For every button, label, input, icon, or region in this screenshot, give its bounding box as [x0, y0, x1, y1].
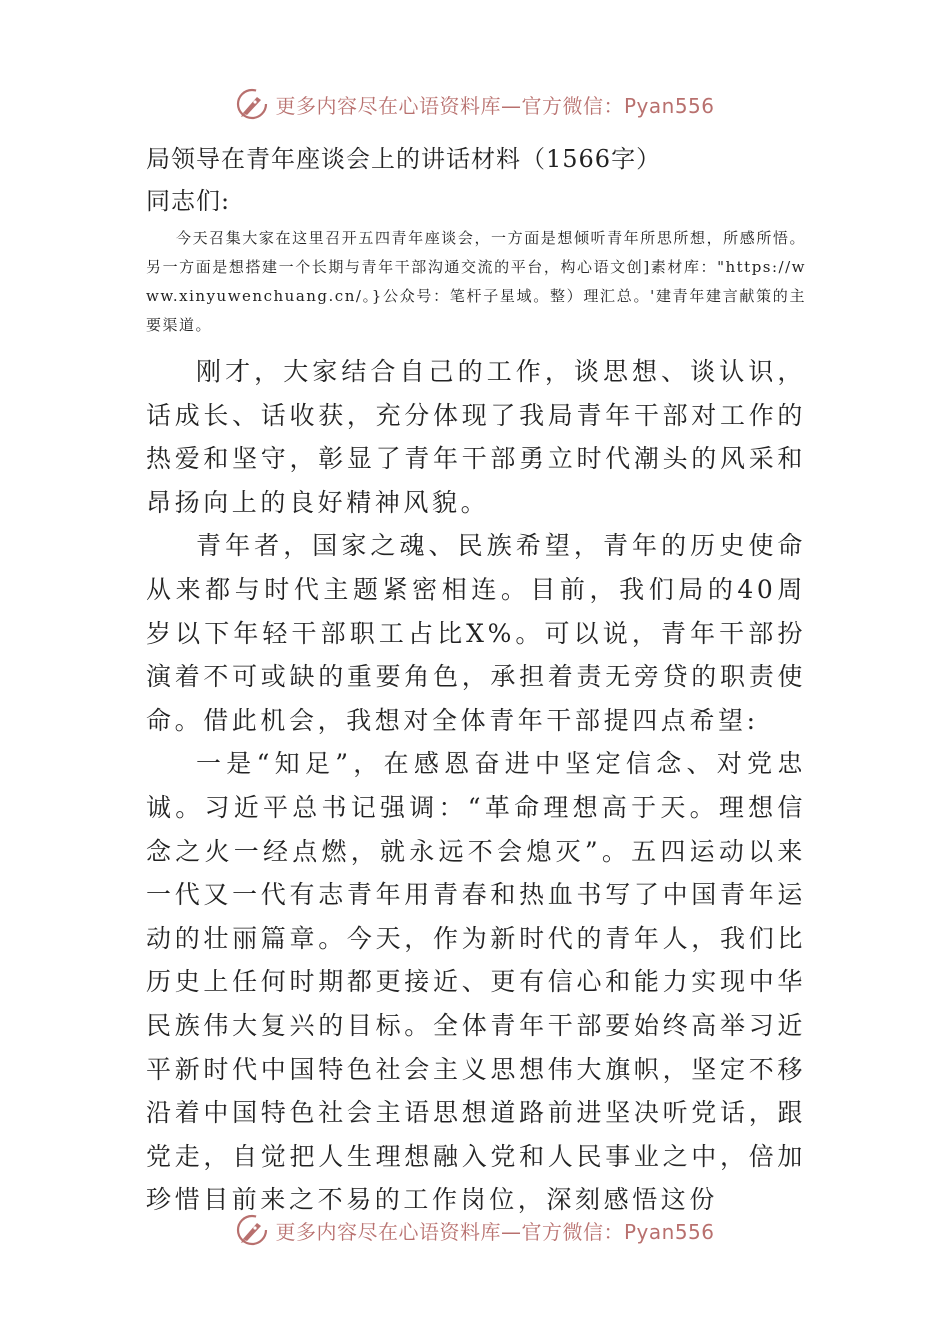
intro-paragraph: 今天召集大家在这里召开五四青年座谈会，一方面是想倾听青年所思所想，所感所悟。另一方面是想搭建一个长期与青年干部沟通交流的平台，构心语文创]素材库："https://www.xinyuwenchuang.cn/。}公众号：笔杆子星域。整）理汇总。'建青年建言献策的主要渠道。	[146, 229, 806, 334]
greeting: 同志们:	[146, 187, 231, 215]
document-body	[146, 138, 806, 1222]
watermark-text-main: 更多内容尽在心语资料库—官方微信：	[275, 1219, 624, 1244]
watermark-footer	[0, 1210, 950, 1250]
watermark-wechat-id: Pyan556	[623, 1219, 715, 1244]
watermark-header	[0, 84, 950, 124]
watermark-wechat-id: Pyan556	[623, 93, 715, 118]
body-paragraph: 刚才，大家结合自己的工作，谈思想、谈认识，话成长、话收获，充分体现了我局青年干部对工作的热爱和坚守，彰显了青年干部勇立时代潮头的风采和昂扬向上的良好精神风貌。	[146, 357, 806, 517]
pen-nib-logo-icon	[235, 87, 269, 121]
watermark-text	[275, 90, 714, 119]
body-paragraph: 一是“知足”，在感恩奋进中坚定信念、对党忠诚。习近平总书记强调：“革命理想高于天。理想信念之火一经点燃，就永远不会熄灭”。五四运动以来一代又一代有志青年用青春和热血书写了中国青年运动的壮丽篇章。今天，作为新时代的青年人，我们比历史上任何时期都更接近、更有信心和能力实现中华民族伟大复兴的目标。全体青年干部要始终高举习近平新时代中国特色社会主义思想伟大旗帜，坚定不移沿着中国特色社会主语思想道路前进坚决听党话，跟党走，自觉把人生理想融入党和人民事业之中，倍加珍惜目前来之不易的工作岗位，深刻感悟这份	[146, 749, 806, 1215]
watermark-text-main: 更多内容尽在心语资料库—官方微信：	[275, 93, 624, 118]
pen-nib-logo-icon	[235, 1213, 269, 1247]
body-paragraph: 青年者，国家之魂、民族希望，青年的历史使命从来都与时代主题紧密相连。目前，我们局的40周岁以下年轻干部职工占比X%。可以说，青年干部扮演着不可或缺的重要角色，承担着责无旁贷的职责使命。借此机会，我想对全体青年干部提四点希望:	[146, 531, 806, 735]
watermark-text	[275, 1216, 714, 1245]
document-title: 局领导在青年座谈会上的讲话材料（1566字）	[146, 145, 662, 173]
